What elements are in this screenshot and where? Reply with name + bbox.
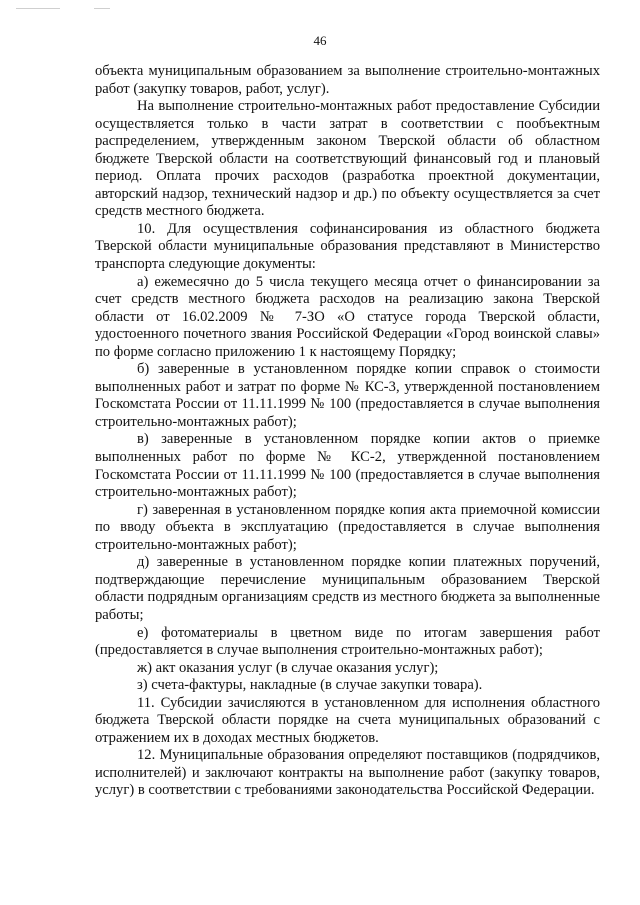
item-e: е) фотоматериалы в цветном виде по итогам завершения работ (предоставляется в случае выполнения строительно-монтажных работ); [95, 624, 600, 659]
paragraph-10: 10. Для осуществления софинансирования из областного бюджета Тверской области муниципальные образования представляют в Министерство транспорта следующие документы: [95, 220, 600, 273]
item-v: в) заверенные в установленном порядке копии актов о приемке выполненных работ по форме № КС-2, утвержденной постановлением Госкомстата России от 11.11.1999 № 100 (предоставляется в случае выполнения строительно-монтажных работ); [95, 431, 600, 501]
paragraph-11: 11. Субсидии зачисляются в установленном для исполнения областного бюджета Тверской области порядке на счета муниципальных образований с отражением их в доходах местных бюджетов. [95, 694, 600, 746]
item-a: а) ежемесячно до 5 числа текущего месяца отчет о финансировании за счет средств местного бюджета расходов на реализацию закона Тверской области от 16.02.2009 № 7-ЗО «О статусе города Тверской области, удостоенного почетного звания Российской Федерации «Город воинской славы» по форме согласно приложению 1 к настоящему Порядку; [95, 273, 600, 360]
paragraph-continuation: объекта муниципальным образованием за выполнение строительно-монтажных работ (закупку товаров, работ, услуг). [95, 63, 600, 97]
document-body [95, 63, 600, 800]
item-b: б) заверенные в установленном порядке копии справок о стоимости выполненных работ и затрат по форме № КС-3, утвержденной постановлением Госкомстата России от 11.11.1999 № 100 (предоставляется в случае выполнения строительно-монтажных работ); [95, 361, 600, 430]
item-d: д) заверенные в установленном порядке копии платежных поручений, подтверждающие перечисление муниципальным образованием Тверской области подрядным организациям средств из местного бюджета за выполненные работы; [95, 554, 600, 623]
page-number: 46 [313, 33, 327, 48]
scan-artifact-line [94, 8, 110, 9]
item-g: г) заверенная в установленном порядке копия акта приемочной комиссии по вводу объекта в эксплуатацию (предоставляется в случае выполнения строительно-монтажных работ); [95, 501, 600, 553]
paragraph-subsidy-smr: На выполнение строительно-монтажных работ предоставление Субсидии осуществляется только в части затрат в соответствии с пообъектным распределением, утвержденным законом Тверской области об областном бюджете Тверской области на соответствующий финансовый год и плановый период. Оплата прочих расходов (разработка проектной документации, авторский надзор, технический надзор и др.) по объекту осуществляется за счет средств местного бюджета. [95, 98, 600, 220]
item-z: з) счета-фактуры, накладные (в случае закупки товара). [137, 677, 483, 694]
item-zh: ж) акт оказания услуг (в случае оказания услуг); [137, 659, 439, 676]
scan-artifact-line [16, 8, 60, 9]
paragraph-12: 12. Муниципальные образования определяют поставщиков (подрядчиков, исполнителей) и заключают контракты на выполнение работ (закупку товаров, услуг) в соответствии с требованиями законодательства Российской Федерации. [95, 747, 600, 799]
